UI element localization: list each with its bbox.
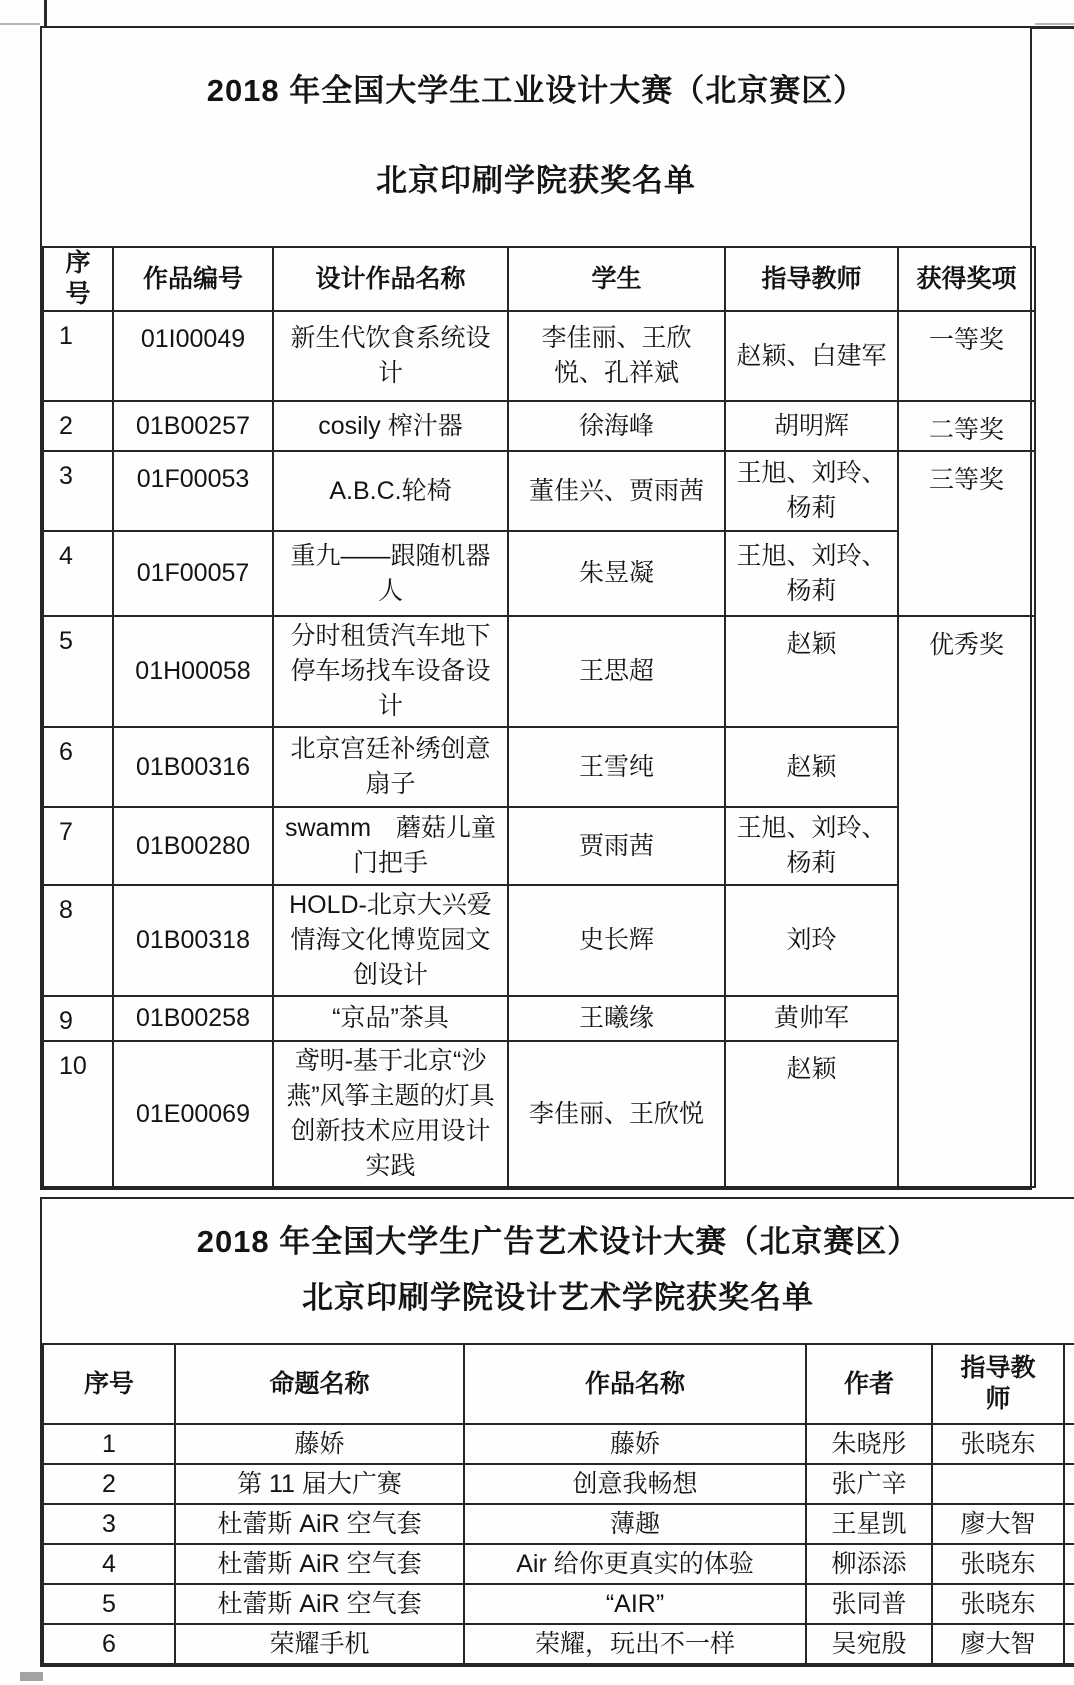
table-row	[43, 1041, 1035, 1187]
page-margin-mark-top-right	[1035, 23, 1074, 25]
cell-entry-code: 01B00280	[113, 807, 273, 885]
cell-cutoff	[1064, 1584, 1074, 1624]
cell-students: 李佳丽、王欣悦	[508, 1041, 725, 1187]
cell-students: 王思超	[508, 616, 725, 727]
cell-teachers: 赵颖	[725, 1041, 898, 1187]
page-margin-mark-top-left	[0, 23, 40, 25]
cell-work-name: 分时租赁汽车地下停车场找车设备设计	[273, 616, 508, 727]
table-row	[43, 1624, 1074, 1664]
cell-teacher: 张晓东	[932, 1544, 1064, 1584]
cell-teachers: 赵颖	[725, 727, 898, 807]
cell-cutoff	[1064, 1424, 1074, 1464]
cell-cutoff	[1064, 1624, 1074, 1664]
cell-students: 徐海峰	[508, 401, 725, 451]
cell-entry-code: 01E00069	[113, 1041, 273, 1187]
page-margin-mark-bottom-left	[20, 1672, 43, 1681]
table1-column-header: 作品编号	[113, 247, 273, 311]
cell-cutoff	[1064, 1544, 1074, 1584]
cell-teacher: 廖大智	[932, 1624, 1064, 1664]
cell-serial-number: 6	[43, 727, 113, 807]
cell-serial-number: 7	[43, 807, 113, 885]
table-row	[43, 807, 1035, 885]
cell-entry-code: 01F00057	[113, 531, 273, 616]
table-row	[43, 1464, 1074, 1504]
table-row	[43, 727, 1035, 807]
table-row	[43, 996, 1035, 1041]
cell-work-name: HOLD-北京大兴爱情海文化博览园文创设计	[273, 885, 508, 996]
table1-column-header: 序号	[43, 247, 113, 311]
table2-header	[43, 1344, 1074, 1424]
cell-teacher	[932, 1464, 1064, 1504]
cell-work-name: Air 给你更真实的体验	[464, 1544, 806, 1584]
table2-subtitle: 北京印刷学院设计艺术学院获奖名单	[302, 1280, 814, 1315]
cell-work-name: 北京宫廷补绣创意扇子	[273, 727, 508, 807]
table1-header	[43, 247, 1035, 311]
cell-work-name: 重九——跟随机器人	[273, 531, 508, 616]
cell-teachers: 王旭、刘玲、杨莉	[725, 807, 898, 885]
cell-entry-code: 01H00058	[113, 616, 273, 727]
cell-cutoff	[1064, 1504, 1074, 1544]
cell-serial-number: 6	[43, 1624, 175, 1664]
cell-author: 张广辛	[806, 1464, 932, 1504]
table-row	[43, 885, 1035, 996]
cell-teacher: 张晓东	[932, 1584, 1064, 1624]
table2-column-header: 命题名称	[175, 1344, 464, 1424]
cell-topic-name: 杜蕾斯 AiR 空气套	[175, 1584, 464, 1624]
cell-entry-code: 01B00258	[113, 996, 273, 1041]
cell-work-name: 藤娇	[464, 1424, 806, 1464]
cell-teachers: 赵颖、白建军	[725, 311, 898, 401]
table-row	[43, 1424, 1074, 1464]
table2-cutoff-column-header	[1064, 1344, 1074, 1424]
cell-students: 王雪纯	[508, 727, 725, 807]
cell-teachers: 黄帅军	[725, 996, 898, 1041]
cell-topic-name: 第 11 届大广赛	[175, 1464, 464, 1504]
cell-work-name: 薄趣	[464, 1504, 806, 1544]
cell-entry-code: 01B00318	[113, 885, 273, 996]
cell-serial-number: 10	[43, 1041, 113, 1187]
cell-topic-name: 杜蕾斯 AiR 空气套	[175, 1544, 464, 1584]
table2-header-row	[43, 1344, 1074, 1424]
cell-work-name: 创意我畅想	[464, 1464, 806, 1504]
table1-body	[43, 311, 1035, 1187]
cell-students: 朱昱凝	[508, 531, 725, 616]
cell-author: 王星凯	[806, 1504, 932, 1544]
table-row	[43, 1544, 1074, 1584]
table1-column-header: 指导教师	[725, 247, 898, 311]
table2-column-header: 作者	[806, 1344, 932, 1424]
cell-students: 李佳丽、王欣悦、孔祥斌	[508, 311, 725, 401]
table2-title: 2018 年全国大学生广告艺术设计大赛（北京赛区）	[196, 1224, 920, 1259]
table2-grid	[42, 1343, 1074, 1665]
cell-serial-number: 3	[43, 451, 113, 531]
cell-serial-number: 5	[43, 616, 113, 727]
cell-serial-number: 1	[43, 1424, 175, 1464]
table-row	[43, 616, 1035, 727]
cell-teachers: 王旭、刘玲、杨莉	[725, 531, 898, 616]
cell-author: 吴宛殷	[806, 1624, 932, 1664]
cell-award: 优秀奖	[898, 616, 1035, 1187]
table-row	[43, 401, 1035, 451]
top-border-extension	[1030, 26, 1074, 29]
cell-work-name: A.B.C.轮椅	[273, 451, 508, 531]
cell-entry-code: 01I00049	[113, 311, 273, 401]
cell-work-name: 新生代饮食系统设计	[273, 311, 508, 401]
cell-serial-number: 1	[43, 311, 113, 401]
cell-cutoff	[1064, 1464, 1074, 1504]
cell-entry-code: 01B00316	[113, 727, 273, 807]
cell-students: 史长辉	[508, 885, 725, 996]
table1-column-header: 学生	[508, 247, 725, 311]
cell-serial-number: 3	[43, 1504, 175, 1544]
cell-work-name: cosily 榨汁器	[273, 401, 508, 451]
table2-body	[43, 1424, 1074, 1664]
cell-serial-number: 5	[43, 1584, 175, 1624]
table2-column-header: 指导教师	[932, 1344, 1064, 1424]
advertising-design-award-table	[40, 1197, 1074, 1667]
cell-serial-number: 9	[43, 996, 113, 1041]
cell-topic-name: 荣耀手机	[175, 1624, 464, 1664]
table-row	[43, 1504, 1074, 1544]
table-row	[43, 451, 1035, 531]
cell-topic-name: 藤娇	[175, 1424, 464, 1464]
cell-teachers: 胡明辉	[725, 401, 898, 451]
cell-award: 三等奖	[898, 451, 1035, 616]
table2-column-header: 作品名称	[464, 1344, 806, 1424]
cell-author: 朱晓彤	[806, 1424, 932, 1464]
cell-author: 张同普	[806, 1584, 932, 1624]
cell-serial-number: 4	[43, 531, 113, 616]
cell-work-name: 鸢明-基于北京“沙燕”风筝主题的灯具创新技术应用设计实践	[273, 1041, 508, 1187]
cell-work-name: swamm 蘑菇儿童门把手	[273, 807, 508, 885]
table1-subtitle: 北京印刷学院获奖名单	[376, 163, 696, 198]
cell-award: 一等奖	[898, 311, 1035, 401]
cell-work-name: “AIR”	[464, 1584, 806, 1624]
table-row	[43, 531, 1035, 616]
cell-award: 二等奖	[898, 401, 1035, 451]
cell-serial-number: 8	[43, 885, 113, 996]
cell-teachers: 王旭、刘玲、杨莉	[725, 451, 898, 531]
cell-teacher: 廖大智	[932, 1504, 1064, 1544]
table-row	[43, 311, 1035, 401]
cell-teacher: 张晓东	[932, 1424, 1064, 1464]
industrial-design-award-table	[40, 26, 1032, 1190]
cell-students: 王曦缘	[508, 996, 725, 1041]
cell-work-name: 荣耀，玩出不一样	[464, 1624, 806, 1664]
table1-title: 2018 年全国大学生工业设计大赛（北京赛区）	[206, 73, 866, 108]
cell-work-name: “京品”茶具	[273, 996, 508, 1041]
cell-serial-number: 2	[43, 401, 113, 451]
cell-serial-number: 2	[43, 1464, 175, 1504]
cell-serial-number: 4	[43, 1544, 175, 1584]
table1-column-header: 获得奖项	[898, 247, 1035, 311]
cell-teachers: 刘玲	[725, 885, 898, 996]
cell-author: 柳添添	[806, 1544, 932, 1584]
table1-grid	[42, 246, 1036, 1188]
cell-topic-name: 杜蕾斯 AiR 空气套	[175, 1504, 464, 1544]
cell-teachers: 赵颖	[725, 616, 898, 727]
cell-entry-code: 01B00257	[113, 401, 273, 451]
cell-entry-code: 01F00053	[113, 451, 273, 531]
table1-header-row	[43, 247, 1035, 311]
cell-students: 董佳兴、贾雨茜	[508, 451, 725, 531]
table-row	[43, 1584, 1074, 1624]
cell-students: 贾雨茜	[508, 807, 725, 885]
table1-column-header: 设计作品名称	[273, 247, 508, 311]
table2-column-header: 序号	[43, 1344, 175, 1424]
previous-table-border-stub	[44, 0, 47, 27]
